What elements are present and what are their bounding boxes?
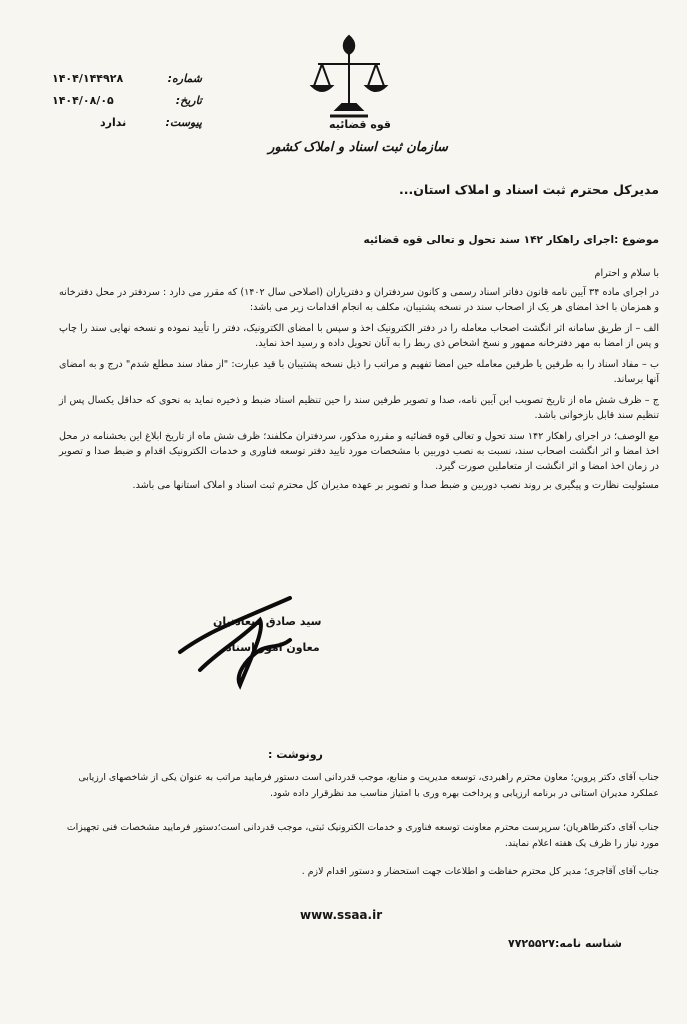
greeting: با سلام و احترام [594, 268, 659, 279]
signer-title: معاون امور اسناد [226, 641, 320, 654]
cc-line-3: جناب آقای آقاجری؛ مدیر کل محترم حفاظت و اطلاعات جهت استحضار و دستور اقدام لازم . [301, 866, 659, 877]
body-item-e: مسئولیت نظارت و پیگیری بر روند نصب دوربین و ضبط صدا و تصویر بر عهده مدیران کل محترم ثبت اسناد و املاک استانها می باشد. [132, 480, 659, 491]
body-item-a: الف – از طریق سامانه اثر انگشت اصحاب معامله را در دفتر الکترونیک اخذ و سپس با امضای الکترونیک، دفتر را تأیید نموده و نسخه نهایی سند را چاپ و پس از امضا به مهر دفترخانه ممهور و نسخ اشخاص ذی ربط را به آنان تحویل داده و رسید اخذ نماید. [59, 323, 659, 349]
subject-line: موضوع :اجرای راهکار ۱۴۲ سند تحول و تعالی قوه قضائیه [363, 234, 659, 246]
body-intro: در اجرای ماده ۳۴ آیین نامه قانون دفاتر اسناد رسمی و کانون سردفتران و دفتریاران (اصلاحی سال ۱۴۰۲) که مقرر می دارد : سردفتر در محل دفترخانه و همزمان با اخذ امضای هر یک از اصحاب سند در نسخه پشتیبان، مکلف به انجام اقدامات زیر می باشد: [59, 287, 659, 313]
recipient: مدیرکل محترم ثبت اسناد و املاک استان... [399, 182, 659, 197]
letter-number: ۱۴۰۴/۱۴۴۹۲۸ [52, 72, 124, 85]
cc-line-1: جناب آقای دکتر پروین؛ معاون محترم راهبردی، توسعه مدیریت و منابع، موجب قدردانی است دستور فرمایید مراتب به عنوان یکی از شاخصهای ارزیابی عملکرد مدیران استانی در برنامه ارزیابی و پرداخت بهره وری با امتیاز مناسب مد نظرقرار داده شود. [78, 772, 659, 799]
letter-date-row [52, 94, 202, 116]
handwritten-signature [170, 590, 310, 700]
date-label: تاریخ: [175, 94, 202, 107]
letter-attachment-row [52, 116, 202, 138]
body-item-c: ج – ظرف شش ماه از تاریخ تصویب این آیین نامه، صدا و تصویر طرفین سند را حین تنظیم اسناد ضبط و ذخیره نماید به نحوی که حداقل یکسال پس از تنظیم سند قابل بازخوانی باشد. [59, 395, 659, 421]
judiciary-emblem-icon [306, 30, 392, 122]
body-item-d: مع الوصف؛ در اجرای راهکار ۱۴۲ سند تحول و تعالی قوه قضائیه و مقرره مذکور، سردفتران مکلفند؛ ظرف شش ماه از تاریخ ابلاغ این بخشنامه در محل اخذ امضا و اثر انگشت اصحاب سند، نسبت به نصب دوربین با مشخصات مورد تایید دفتر توسعه فناوری و خدمات الکترونیک اقدام و ضبط صدا و تصویر در زمان اخذ امضا و اثر انگشت از متعاملین صورت گیرد. [59, 431, 659, 472]
website-link[interactable]: www.ssaa.ir [300, 908, 383, 922]
org-judiciary: قوه قضائیه [329, 118, 391, 131]
attachment-value: ندارد [100, 116, 127, 129]
cc-line-2: جناب آقای دکترطاهریان؛ سرپرست محترم معاونت توسعه فناوری و خدمات الکترونیک ثبتی، موجب قدردانی است؛دستور فرمایید مشخصات فنی تجهیزات مورد نیاز را ظرف یک هفته اعلام نمایند. [66, 822, 659, 849]
number-label: شماره: [167, 72, 202, 85]
letter-meta [52, 72, 202, 138]
letter-date: ۱۴۰۴/۰۸/۰۵ [52, 94, 114, 107]
letter-number-row [52, 72, 202, 94]
letter-id: شناسه نامه:۷۷۲۵۵۲۷ [508, 937, 622, 950]
attachment-label: پیوست: [165, 116, 202, 129]
letter-body [59, 266, 659, 497]
signer-name: سید صادق سعادتیان [213, 615, 322, 628]
cc-heading: رونوشت : [268, 748, 323, 761]
body-item-b: ب – مفاد اسناد را به طرفین یا طرفین معامله حین امضا تفهیم و مراتب را ذیل نسخه پشتیبان با قید عبارت: "از مفاد سند مطلع شدم" درج و به امضای آنها برساند. [59, 359, 659, 385]
org-registration: سازمان ثبت اسناد و املاک کشور [268, 140, 448, 155]
